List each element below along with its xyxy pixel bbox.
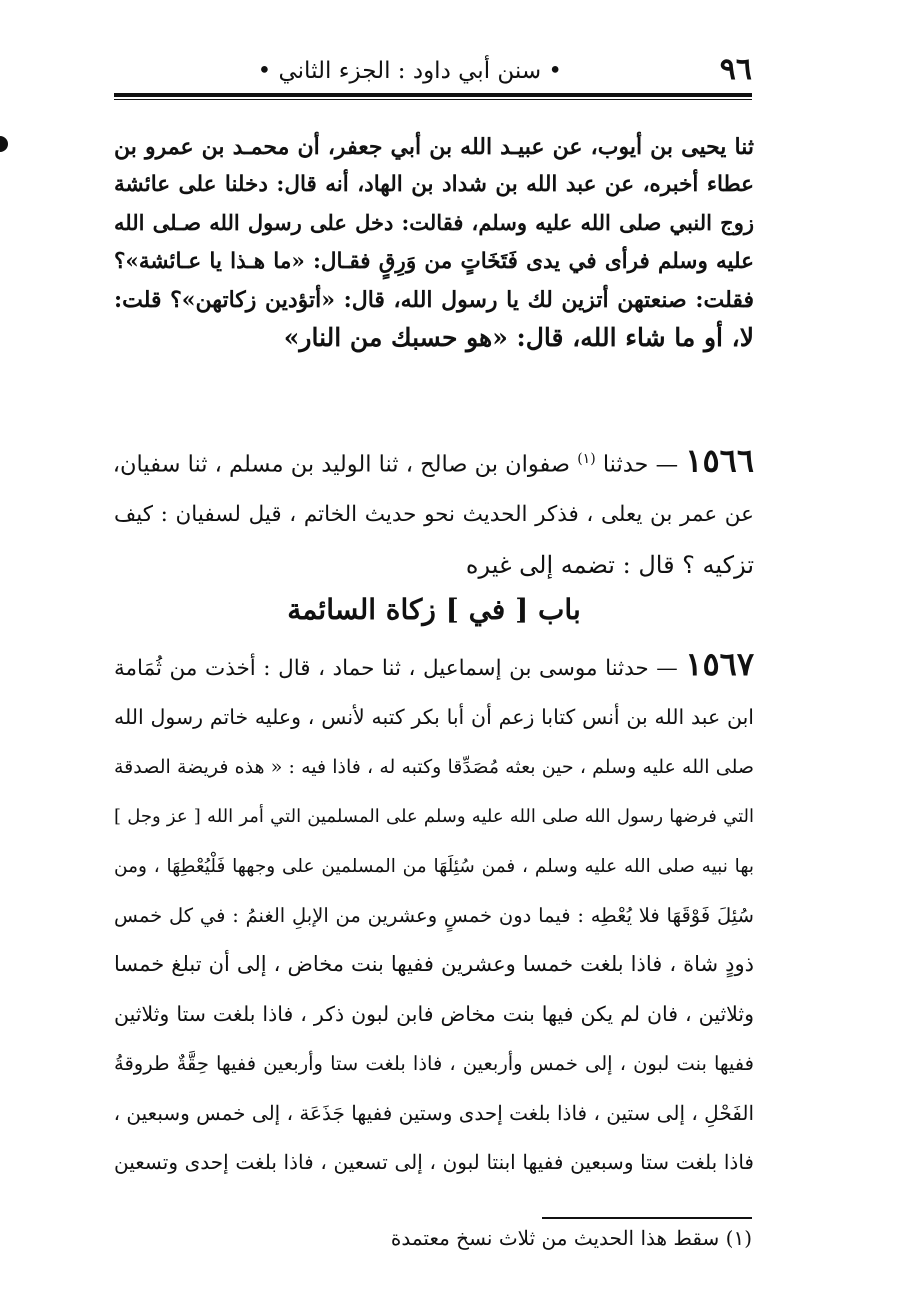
hadith-number: ١٥٦٦	[685, 441, 754, 480]
text-line: صلى الله عليه وسلم ، حين بعثه مُصَدِّقا وكتبه له ، فاذا فيه : « هذه فريضة الصدقة	[114, 755, 754, 778]
text-segment: صفوان بن صالح ، ثنا الوليد بن مسلم ، ثنا سفيان،	[112, 451, 578, 478]
text-line: سُئِلَ فَوْقَهَا فلا يُعْطِه : فيما دون خمسٍ وعشرين من الإبلِ الغنمُ : في كل خمس	[114, 904, 754, 928]
text-line: عن عمر بن يعلى ، فذكر الحديث نحو حديث الخاتم ، قيل لسفيان : كيف	[114, 501, 754, 527]
edge-mark	[0, 136, 8, 152]
hadith-lead: — حدثنا	[602, 451, 686, 478]
text-line: الفَحْلِ ، إلى ستين ، فاذا بلغت إحدى وستين ففيها جَذَعَة ، إلى خمس وسبعين ،	[113, 1100, 754, 1125]
page-header	[112, 46, 752, 92]
text-line: فاذا بلغت ستا وسبعين ففيها ابنتا لبون ، إلى تسعين ، فاذا بلغت إحدى وتسعين	[114, 1150, 754, 1175]
running-title: • سنن أبي داود : الجزء الثاني •	[257, 58, 562, 84]
text-line: ابن عبد الله بن أنس كتابا زعم أن أبا بكر كتبه لأنس ، وعليه خاتم رسول الله	[114, 705, 754, 730]
hadith-first-line	[114, 640, 754, 693]
text-line: ذودٍ شاة ، فاذا بلغت خمسا وعشرين ففيها بنت مخاض ، إلى أن تبلغ خمسا	[114, 952, 754, 977]
footnote-text: سقط هذا الحديث من ثلاث نسخ معتمدة	[390, 1226, 720, 1250]
text-segment: — حدثنا موسى بن إسماعيل ، ثنا حماد ، قال : أخذت من ثُمَامة	[114, 656, 686, 681]
footnote	[300, 1224, 752, 1252]
text-line: تزكيه ؟ قال : تضمه إلى غيره	[465, 550, 754, 579]
text-line: وثلاثين ، فان لم يكن فيها بنت مخاض فابن لبون ذكر ، فاذا بلغت ستا وثلاثين	[114, 1001, 754, 1026]
footnote-mark: (١)	[725, 1226, 752, 1250]
text-line: لا، أو ما شاء الله، قال: «هو حسبك من النار»	[283, 323, 754, 353]
hadith-continuation-paragraph	[114, 128, 754, 357]
text-line: بها نبيه صلى الله عليه وسلم ، فمن سُئِلَهَا من المسلمين على وجهها فَلْيُعْطِهَا ، ومن	[114, 855, 754, 877]
header-rule	[114, 93, 752, 97]
footnote-ref[interactable]: (١)	[577, 451, 596, 467]
text-line: عطاء أخبره، عن عبد الله بن شداد بن الهاد، أنه قال: دخلنا على عائشة	[114, 172, 754, 198]
hadith-1566	[114, 434, 754, 590]
text-line: زوج النبي صلى الله عليه وسلم، فقالت: دخل على رسول الله صـلى الله	[114, 210, 754, 236]
page-number: ٩٦	[719, 52, 752, 87]
header-rule-thin	[114, 99, 752, 100]
hadith-first-line	[114, 434, 754, 490]
chapter-heading: باب [ في ] زكاة السائمة	[287, 593, 581, 626]
text-line: عليه وسلم فرأى في يدى فَتَخَاتٍ من وَرِقٍ فقـال: «ما هـذا يا عـائشة»؟	[114, 248, 754, 274]
footnote-rule	[542, 1217, 752, 1219]
text-line: فقلت: صنعتهن أتزين لك يا رسول الله، قال: «أتؤدين زكاتهن»؟ قلت:	[114, 286, 754, 313]
hadith-1567	[114, 640, 754, 1187]
text-line: التي فرضها رسول الله صلى الله عليه وسلم على المسلمين التي أمر الله [ عز وجل ]	[114, 806, 754, 828]
text-line: ثنا يحيى بن أيوب، عن عبيـد الله بن أبي جعفر، أن محمـد بن عمرو بن	[114, 134, 754, 160]
hadith-number: ١٥٦٧	[685, 645, 754, 683]
text-line: ففيها بنت لبون ، إلى خمس وأربعين ، فاذا بلغت ستا وأربعين ففيها حِقَّةٌ طروقةُ	[114, 1052, 754, 1076]
